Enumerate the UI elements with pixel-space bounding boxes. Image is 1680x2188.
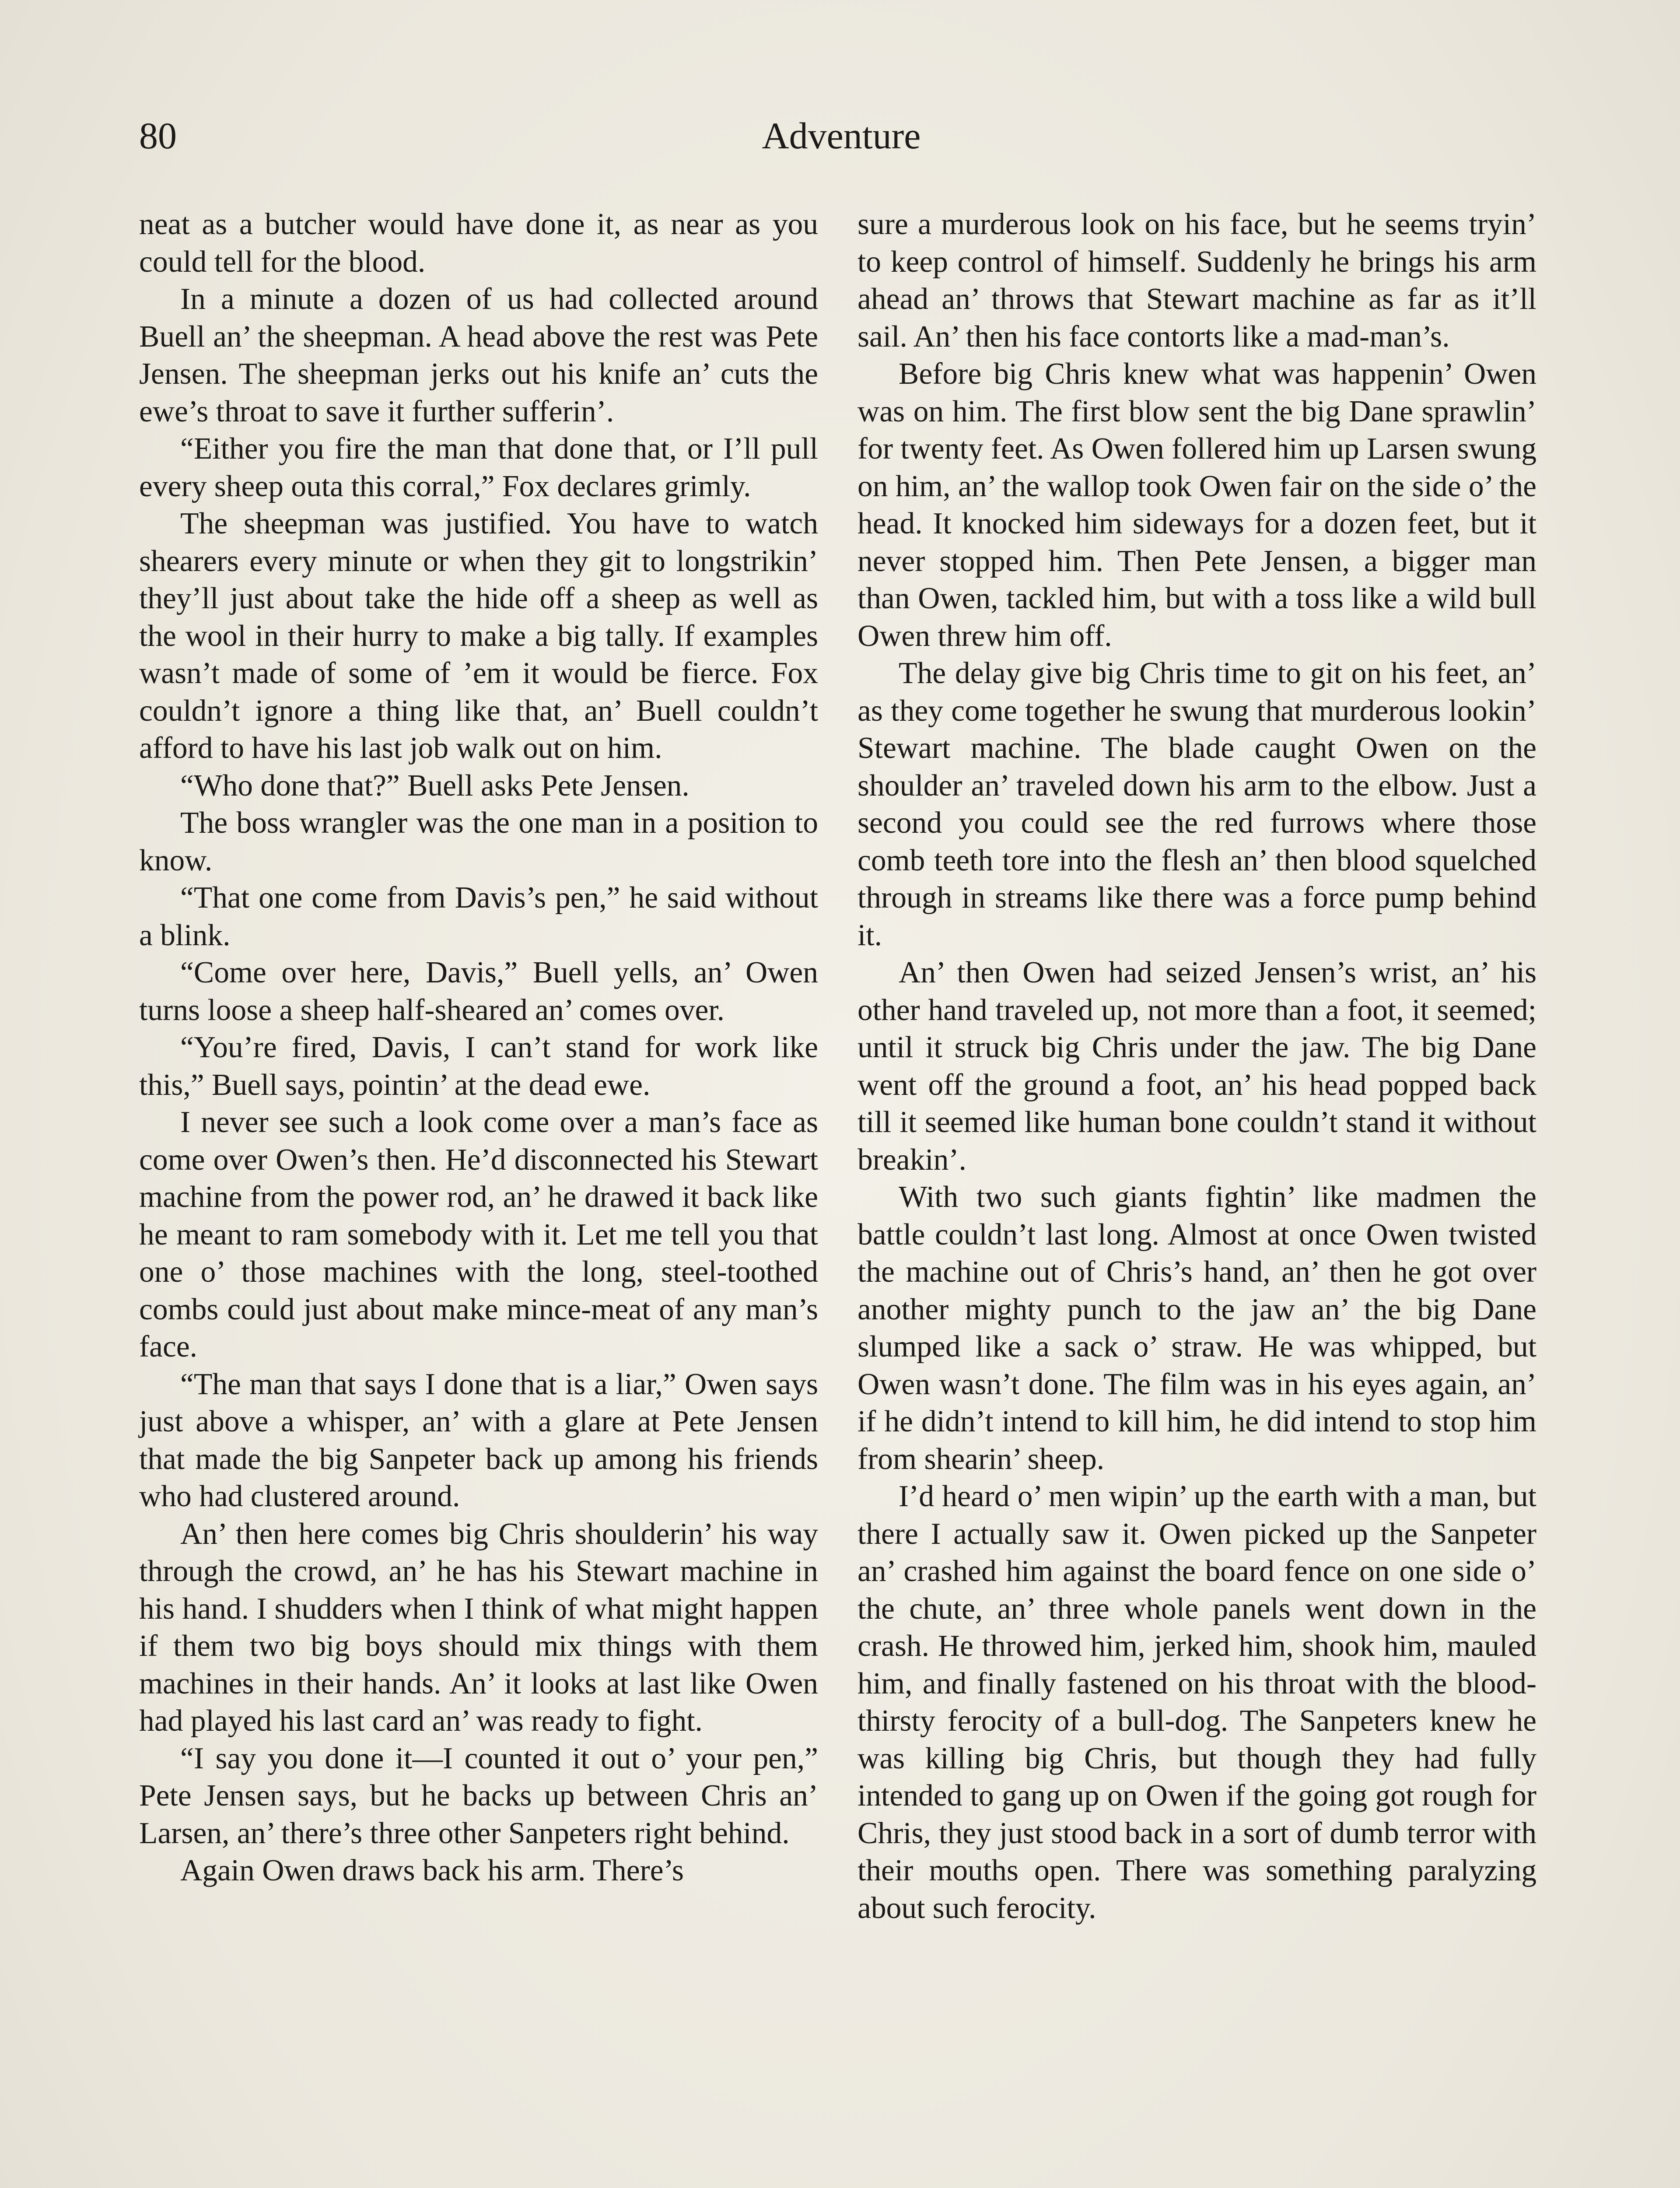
paragraph: “Who done that?” Buell asks Pete Jensen.: [180, 768, 690, 803]
paragraph: “I say you done it—I counted it out o’ your pen,” Pete Jensen says, but he backs up between Chris an’ Larsen, an’ there’s three other Sanpeters right behind.: [139, 1741, 818, 1850]
paragraph: I’d heard o’ men wipin’ up the earth with a man, but there I actually saw it. Owen picked up the Sanpeter an’ crashed him against the board fence on one side o’ the chute, an’ three whole panels went down in the crash. He throwed him, jerked him, shook him, mauled him, and finally fastened on his throat with the blood-thirsty ferocity of a bull-dog. The Sanpeters knew he was killing big Chris, but though they had fully intended to gang up on Owen if the going got rough for Chris, they just stood back in a sort of dumb terror with their mouths open. There was something paralyzing about such ferocity.: [858, 1480, 1536, 1925]
text-column-right: [858, 206, 1536, 1927]
paragraph: The boss wrangler was the one man in a position to know.: [139, 806, 818, 877]
paragraph: In a minute a dozen of us had collected around Buell an’ the sheepman. A head above the rest was Pete Jensen. The sheepman jerks out his knife an’ cuts the ewe’s throat to save it further sufferin’.: [139, 282, 818, 428]
paragraph: “The man that says I done that is a liar,” Owen says just above a whisper, an’ with a glare at Pete Jensen that made the big Sanpeter back up among his friends who had clustered around.: [139, 1367, 818, 1513]
paragraph: “That one come from Davis’s pen,” he said without a blink.: [139, 881, 818, 952]
paragraph: Again Owen draws back his arm. There’s: [180, 1854, 684, 1887]
paragraph: An’ then here comes big Chris shoulderin’ his way through the crowd, an’ he has his Stewart machine in his hand. I shudders when I think of what might happen if them two big boys should mix things with them machines in their hands. An’ it looks at last like Owen had played his last card an’ was ready to fight.: [139, 1517, 818, 1738]
page-number: 80: [139, 115, 177, 157]
paragraph: “You’re fired, Davis, I can’t stand for work like this,” Buell says, pointin’ at the dead ewe.: [139, 1031, 818, 1102]
paragraph: With two such giants fightin’ like madmen the battle couldn’t last long. Almost at once Owen twisted the machine out of Chris’s hand, an’ then he got over another mighty punch to the jaw an’ the big Dane slumped like a sack o’ straw. He was whipped, but Owen wasn’t done. The film was in his eyes again, an’ if he didn’t intend to kill him, he did intend to stop him from shearin’ sheep.: [858, 1180, 1536, 1476]
text-column-left: [139, 206, 818, 1890]
page-header: [139, 112, 1544, 160]
paragraph: sure a murderous look on his face, but he seems tryin’ to keep control of himself. Suddenly he brings his arm ahead an’ throws that Stewart machine as far as it’ll sail. An’ then his face contorts like a mad-man’s.: [858, 207, 1536, 354]
paragraph: The sheepman was justified. You have to watch shearers every minute or when they git to longstrikin’ they’ll just about take the hide off a sheep as well as the wool in their hurry to make a big tally. If examples wasn’t made of some of ’em it would be fierce. Fox couldn’t ignore a thing like that, an’ Buell couldn’t afford to have his last job walk out on him.: [139, 507, 818, 765]
paragraph: The delay give big Chris time to git on his feet, an’ as they come together he swung that murderous lookin’ Stewart machine. The blade caught Owen on the shoulder an’ traveled down his arm to the elbow. Just a second you could see the red furrows where those comb teeth tore into the flesh an’ then blood squelched through in streams like there was a force pump behind it.: [858, 656, 1536, 952]
paragraph: “Come over here, Davis,” Buell yells, an’ Owen turns loose a sheep half-sheared an’ comes over.: [139, 956, 818, 1027]
paragraph: “Either you fire the man that done that, or I’ll pull every sheep outa this corral,” Fox declares grimly.: [139, 432, 818, 503]
paragraph: I never see such a look come over a man’s face as come over Owen’s then. He’d disconnected his Stewart machine from the power rod, an’ he drawed it back like he meant to ram somebody with it. Let me tell you that one o’ those machines with the long, steel-toothed combs could just about make mince-meat of any man’s face.: [139, 1105, 818, 1364]
paragraph: Before big Chris knew what was happenin’ Owen was on him. The first blow sent the big Dane sprawlin’ for twenty feet. As Owen follered him up Larsen swung on him, an’ the wallop took Owen fair on the side o’ the head. It knocked him sideways for a dozen feet, but it never stopped him. Then Pete Jensen, a bigger man than Owen, tackled him, but with a toss like a wild bull Owen threw him off.: [858, 357, 1536, 653]
paragraph: neat as a butcher would have done it, as near as you could tell for the blood.: [139, 207, 818, 279]
paragraph: An’ then Owen had seized Jensen’s wrist, an’ his other hand traveled up, not more than a foot, it seemed; until it struck big Chris under the jaw. The big Dane went off the ground a foot, an’ his head popped back till it seemed like human bone couldn’t stand it without breakin’.: [858, 956, 1536, 1177]
running-head: Adventure: [762, 115, 921, 157]
